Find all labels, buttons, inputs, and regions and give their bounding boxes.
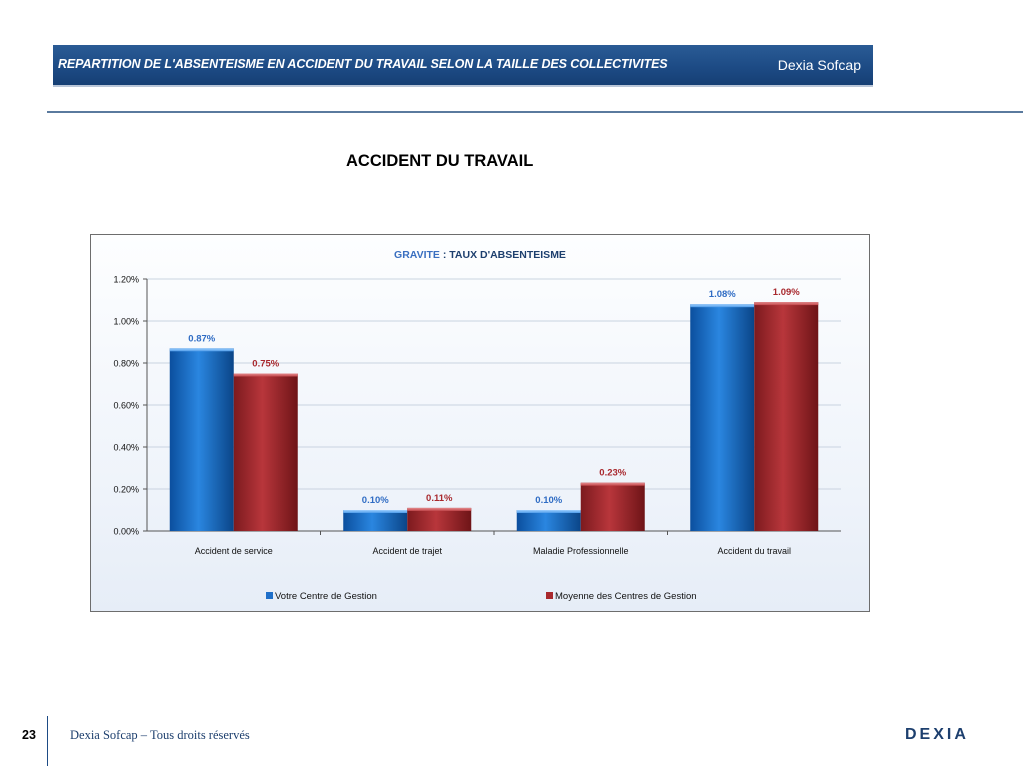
bar-top-highlight <box>517 510 581 513</box>
data-label: 1.08% <box>708 289 736 301</box>
bar-top-highlight <box>234 374 298 377</box>
bar-top-highlight <box>170 348 234 351</box>
chart-title <box>394 249 566 261</box>
y-tick-label: 0.20% <box>113 484 139 495</box>
bar-top-highlight <box>754 302 818 305</box>
bar-top-highlight <box>581 483 645 486</box>
y-tick-label: 1.00% <box>113 316 139 327</box>
header-title: REPARTITION DE L'ABSENTEISME EN ACCIDENT DU TRAVAIL SELON LA TAILLE DES COLLECTIVITES <box>58 57 668 71</box>
legend-label: Votre Centre de Gestion <box>275 591 377 602</box>
page-number: 23 <box>22 728 36 742</box>
chart-title-sep: : <box>439 249 450 261</box>
bar-votre-centre <box>170 348 234 531</box>
bar-votre-centre <box>343 510 407 531</box>
bar-moyenne-centres <box>234 374 298 532</box>
data-label: 0.10% <box>535 495 563 506</box>
bar-votre-centre <box>517 510 581 531</box>
x-tick-label: Accident de trajet <box>372 546 443 556</box>
y-tick-label: 0.00% <box>113 526 139 537</box>
bar-moyenne-centres <box>407 508 471 531</box>
y-tick-label: 0.60% <box>113 400 139 411</box>
y-tick-label: 1.20% <box>113 274 139 285</box>
data-label: 0.87% <box>188 333 216 345</box>
header-divider <box>47 111 1023 113</box>
bar-moyenne-centres <box>754 302 818 531</box>
bar-votre-centre <box>690 304 754 531</box>
data-label: 0.23% <box>599 467 627 479</box>
x-tick-label: Accident de service <box>194 546 273 556</box>
bar-chart <box>91 235 869 611</box>
legend-swatch <box>546 592 553 599</box>
legend <box>266 591 697 602</box>
data-label: 0.11% <box>426 492 453 504</box>
footer-divider <box>47 716 48 766</box>
y-tick-label: 0.80% <box>113 358 139 369</box>
data-label: 0.75% <box>252 358 280 370</box>
bars <box>170 302 819 531</box>
bar-top-highlight <box>343 510 407 513</box>
chart-title-part2: TAUX D'ABSENTEISME <box>449 249 566 261</box>
header-brand: Dexia Sofcap <box>777 57 861 73</box>
legend-swatch <box>266 592 273 599</box>
data-label: 1.09% <box>772 287 800 299</box>
footer-copyright: Dexia Sofcap – Tous droits réservés <box>70 728 250 742</box>
legend-label: Moyenne des Centres de Gestion <box>555 591 697 602</box>
dexia-logo: DEXIA <box>905 726 969 743</box>
x-tick-label: Maladie Professionnelle <box>532 546 629 556</box>
chart-frame <box>90 234 870 612</box>
bar-moyenne-centres <box>581 483 645 531</box>
y-tick-label: 0.40% <box>113 442 139 453</box>
bar-top-highlight <box>407 508 471 511</box>
header-banner <box>53 45 873 87</box>
slide-title: ACCIDENT DU TRAVAIL <box>346 152 534 170</box>
data-label: 0.10% <box>361 495 389 506</box>
bar-top-highlight <box>690 304 754 307</box>
x-tick-label: Accident du travail <box>717 546 792 556</box>
chart-title-part1: GRAVITE <box>394 249 440 261</box>
